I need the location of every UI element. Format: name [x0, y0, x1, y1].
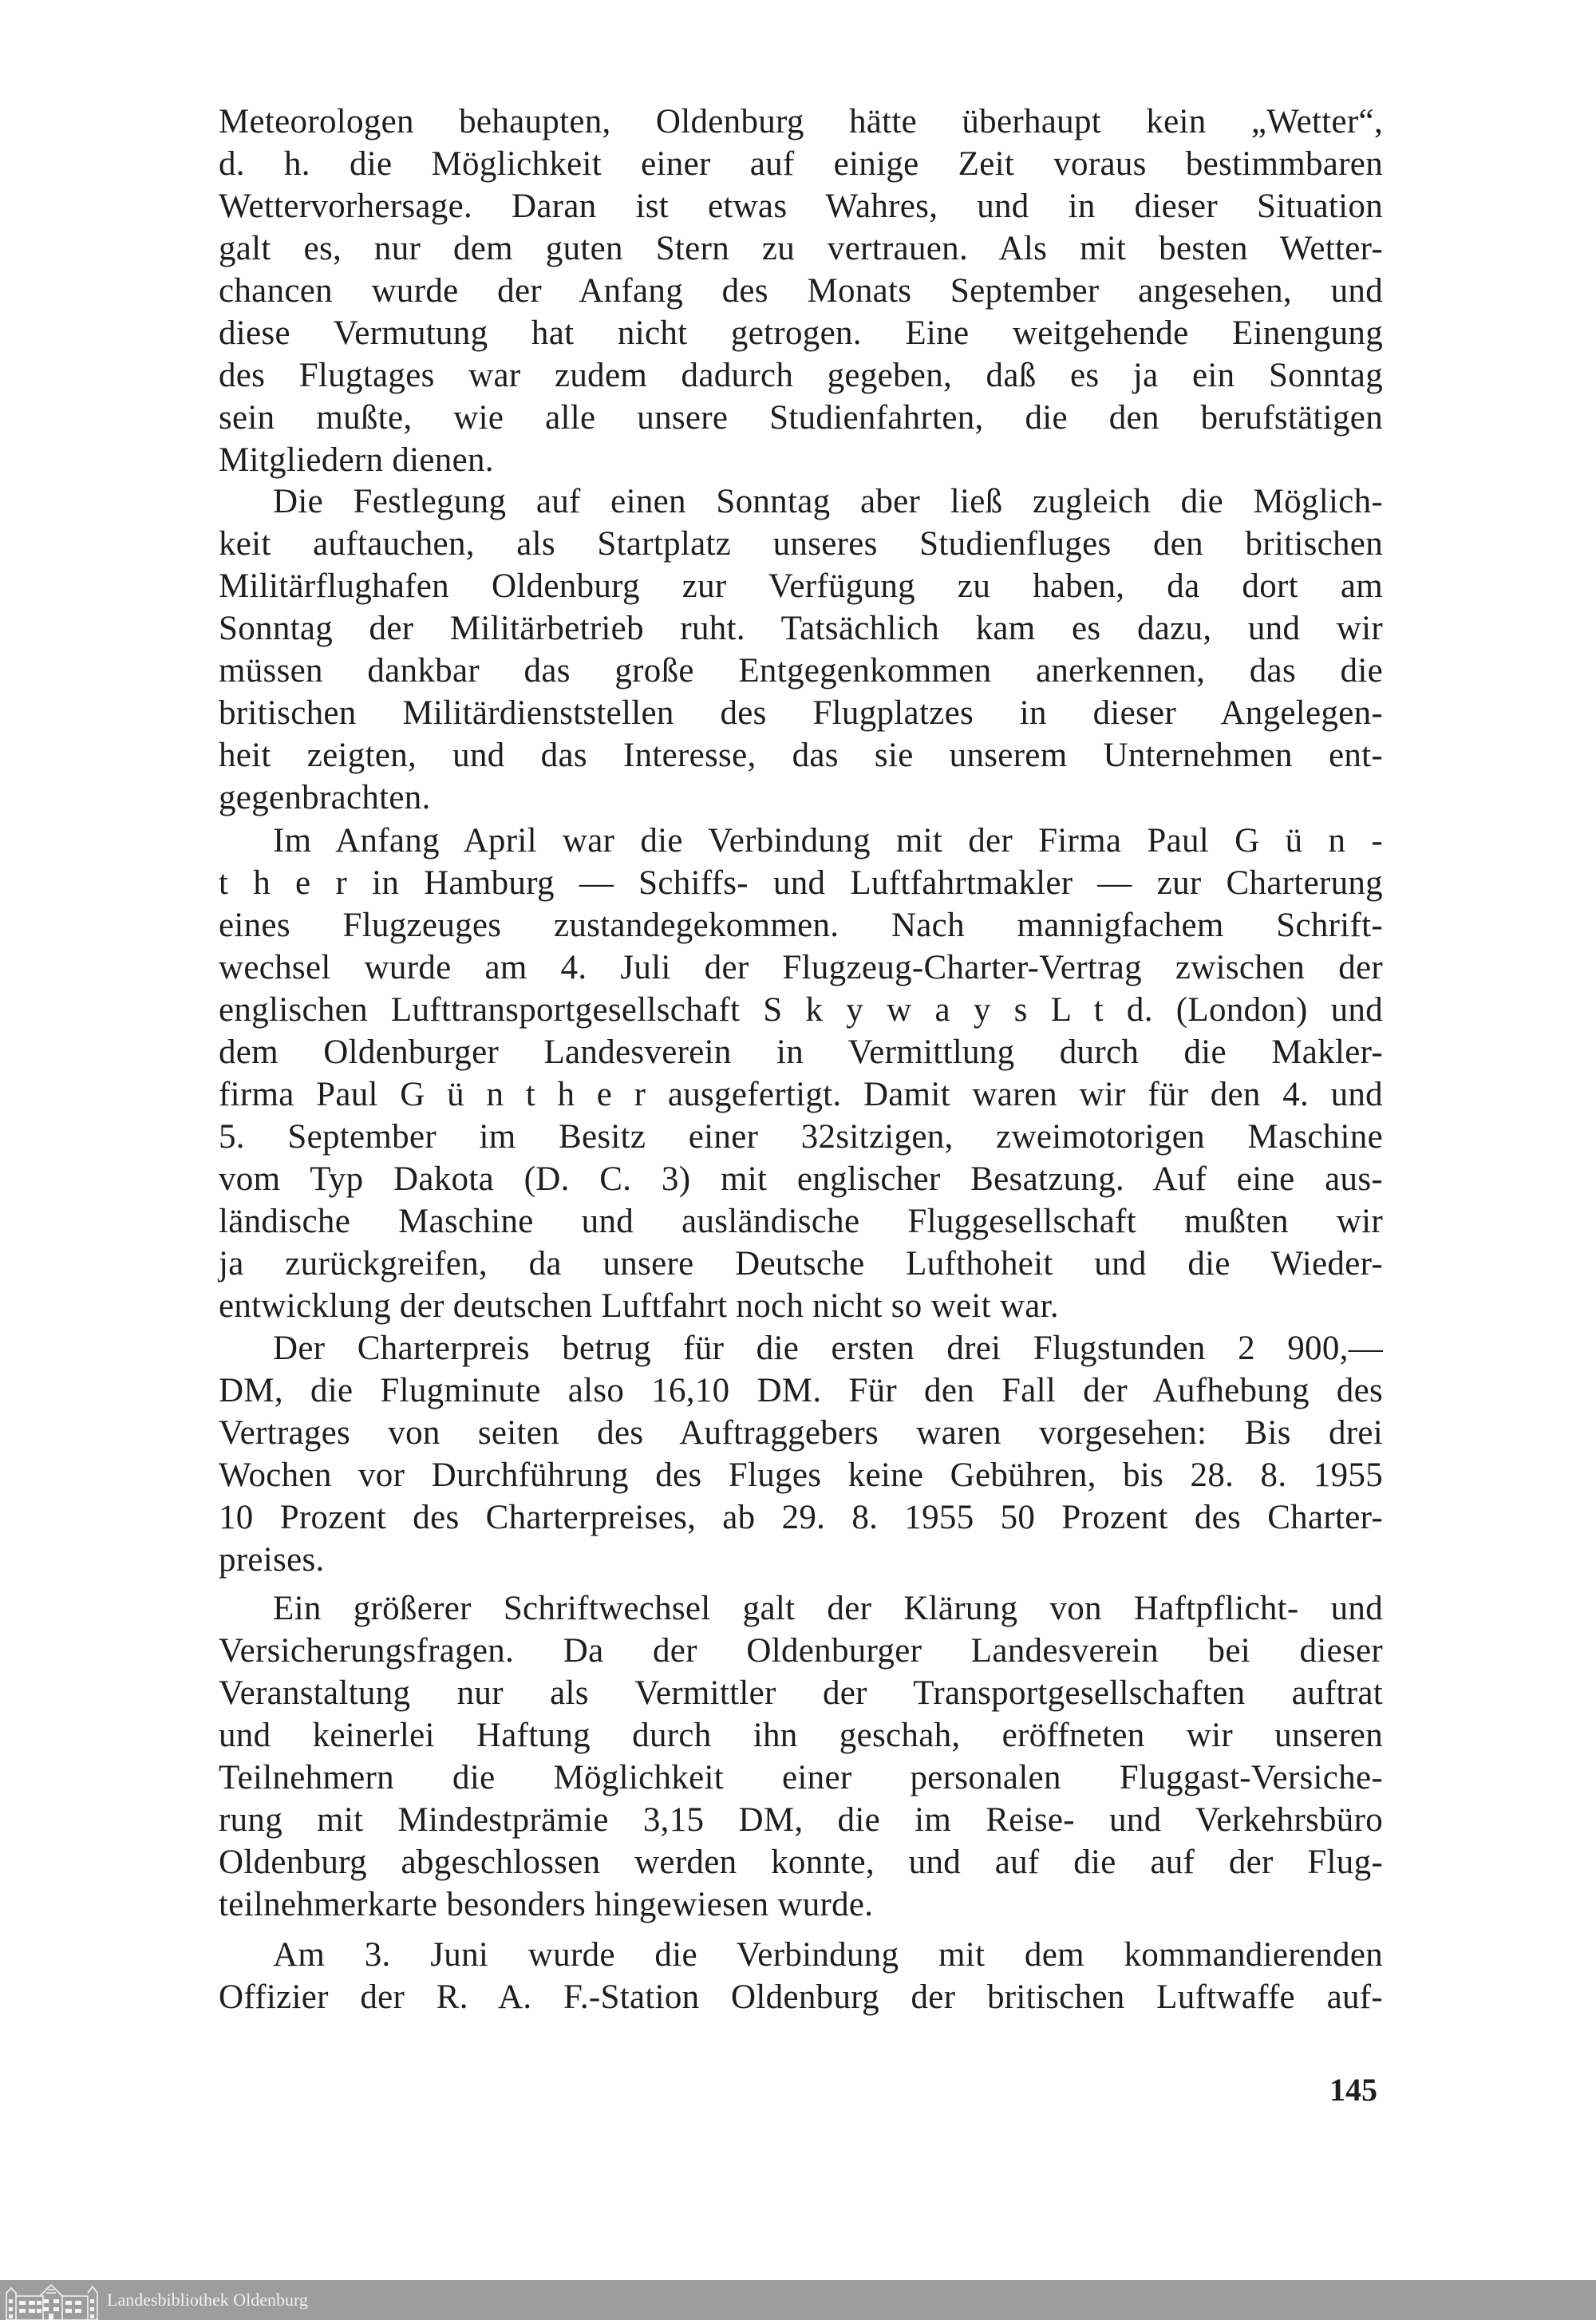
text-line: 5. September im Besitz einer 32sitzigen, zweimotorigen Maschine: [219, 1118, 1383, 1156]
text-line: Teilnehmern die Möglichkeit einer personalen Fluggast-Versiche-: [219, 1759, 1383, 1796]
paragraph: [219, 1934, 1383, 2018]
text-line: dem Oldenburger Landesverein in Vermittlung durch die Makler-: [219, 1034, 1383, 1071]
text-line: keit auftauchen, als Startplatz unseres Studienfluges den britischen: [219, 525, 1383, 563]
text-line: teilnehmerkarte besonders hingewiesen wurde.: [219, 1886, 874, 1923]
text-line: heit zeigten, und das Interesse, das sie unserem Unternehmen ent-: [219, 737, 1383, 774]
paragraph: [219, 820, 1383, 1327]
text-line: galt es, nur dem guten Stern zu vertrauen. Als mit besten Wetter-: [219, 230, 1383, 267]
text-line: Meteorologen behaupten, Oldenburg hätte überhaupt kein „Wetter“,: [219, 103, 1383, 140]
text-line: wechsel wurde am 4. Juli der Flugzeug-Charter-Vertrag zwischen der: [219, 949, 1383, 986]
text-line: ja zurückgreifen, da unsere Deutsche Lufthoheit und die Wieder-: [219, 1245, 1383, 1283]
paragraph: [219, 480, 1383, 819]
text-line: Am 3. Juni wurde die Verbindung mit dem kommandierenden: [273, 1936, 1383, 1974]
text-line: t h e r in Hamburg — Schiffs- und Luftfahrtmakler — zur Charterung: [219, 864, 1383, 902]
text-line: Versicherungsfragen. Da der Oldenburger Landesverein bei dieser: [219, 1632, 1383, 1670]
text-line: DM, die Flugminute also 16,10 DM. Für den Fall der Aufhebung des: [219, 1372, 1383, 1409]
paragraph: [219, 101, 1383, 481]
footer-bar: [0, 2280, 1596, 2320]
text-line: englischen Lufttransportgesellschaft S k y w a y s L t d. (London) und: [219, 991, 1383, 1029]
text-line: britischen Militärdienststellen des Flugplatzes in dieser Angelegen-: [219, 694, 1383, 732]
text-line: Veranstaltung nur als Vermittler der Transportgesellschaften auftrat: [219, 1674, 1383, 1712]
text-line: Die Festlegung auf einen Sonntag aber ließ zugleich die Möglich-: [273, 483, 1383, 520]
text-line: chancen wurde der Anfang des Monats September angesehen, und: [219, 272, 1383, 310]
text-line: vom Typ Dakota (D. C. 3) mit englischer Besatzung. Auf eine aus-: [219, 1160, 1383, 1198]
paragraph: [219, 1587, 1383, 1926]
text-line: und keinerlei Haftung durch ihn geschah, eröffneten wir unseren: [219, 1717, 1383, 1754]
text-line: ländische Maschine und ausländische Fluggesellschaft mußten wir: [219, 1203, 1383, 1240]
text-line: Ein größerer Schriftwechsel galt der Klärung von Haftpflicht- und: [273, 1590, 1383, 1627]
text-line: sein mußte, wie alle unsere Studienfahrten, die den berufstätigen: [219, 399, 1383, 437]
text-line: preises.: [219, 1541, 325, 1579]
library-name: Landesbibliothek Oldenburg: [107, 2290, 308, 2310]
page-number: 145: [1329, 2072, 1377, 2108]
text-line: diese Vermutung hat nicht getrogen. Eine weitgehende Einengung: [219, 314, 1383, 352]
text-line: Offizier der R. A. F.-Station Oldenburg der britischen Luftwaffe auf-: [219, 1978, 1383, 2016]
text-line: Mitgliedern dienen.: [219, 441, 494, 479]
text-line: Der Charterpreis betrug für die ersten drei Flugstunden 2 900,—: [273, 1330, 1383, 1367]
text-line: firma Paul G ü n t h e r ausgefertigt. Damit waren wir für den 4. und: [219, 1076, 1383, 1113]
text-line: entwicklung der deutschen Luftfahrt noch nicht so weit war.: [219, 1287, 1059, 1325]
text-line: Vertrages von seiten des Auftraggebers waren vorgesehen: Bis drei: [219, 1414, 1383, 1452]
text-line: d. h. die Möglichkeit einer auf einige Zeit voraus bestimmbaren: [219, 145, 1383, 183]
text-line: 10 Prozent des Charterpreises, ab 29. 8. 1955 50 Prozent des Charter-: [219, 1499, 1383, 1536]
text-line: rung mit Mindestprämie 3,15 DM, die im Reise- und Verkehrsbüro: [219, 1801, 1383, 1839]
text-line: müssen dankbar das große Entgegenkommen anerkennen, das die: [219, 652, 1383, 690]
text-line: des Flugtages war zudem dadurch gegeben, daß es ja ein Sonntag: [219, 357, 1383, 394]
text-line: Wochen vor Durchführung des Fluges keine Gebühren, bis 28. 8. 1955: [219, 1456, 1383, 1494]
text-line: Im Anfang April war die Verbindung mit der Firma Paul G ü n -: [273, 822, 1383, 860]
text-line: gegenbrachten.: [219, 779, 431, 816]
text-line: eines Flugzeuges zustandegekommen. Nach mannigfachem Schrift-: [219, 907, 1383, 944]
text-line: Wettervorhersage. Daran ist etwas Wahres, und in dieser Situation: [219, 188, 1383, 225]
text-line: Oldenburg abgeschlossen werden konnte, und auf die auf der Flug-: [219, 1844, 1383, 1881]
text-line: Militärflughafen Oldenburg zur Verfügung zu haben, da dort am: [219, 567, 1383, 605]
library-building-icon: [5, 2282, 99, 2320]
paragraph: [219, 1327, 1383, 1581]
text-line: Sonntag der Militärbetrieb ruht. Tatsächlich kam es dazu, und wir: [219, 610, 1383, 647]
